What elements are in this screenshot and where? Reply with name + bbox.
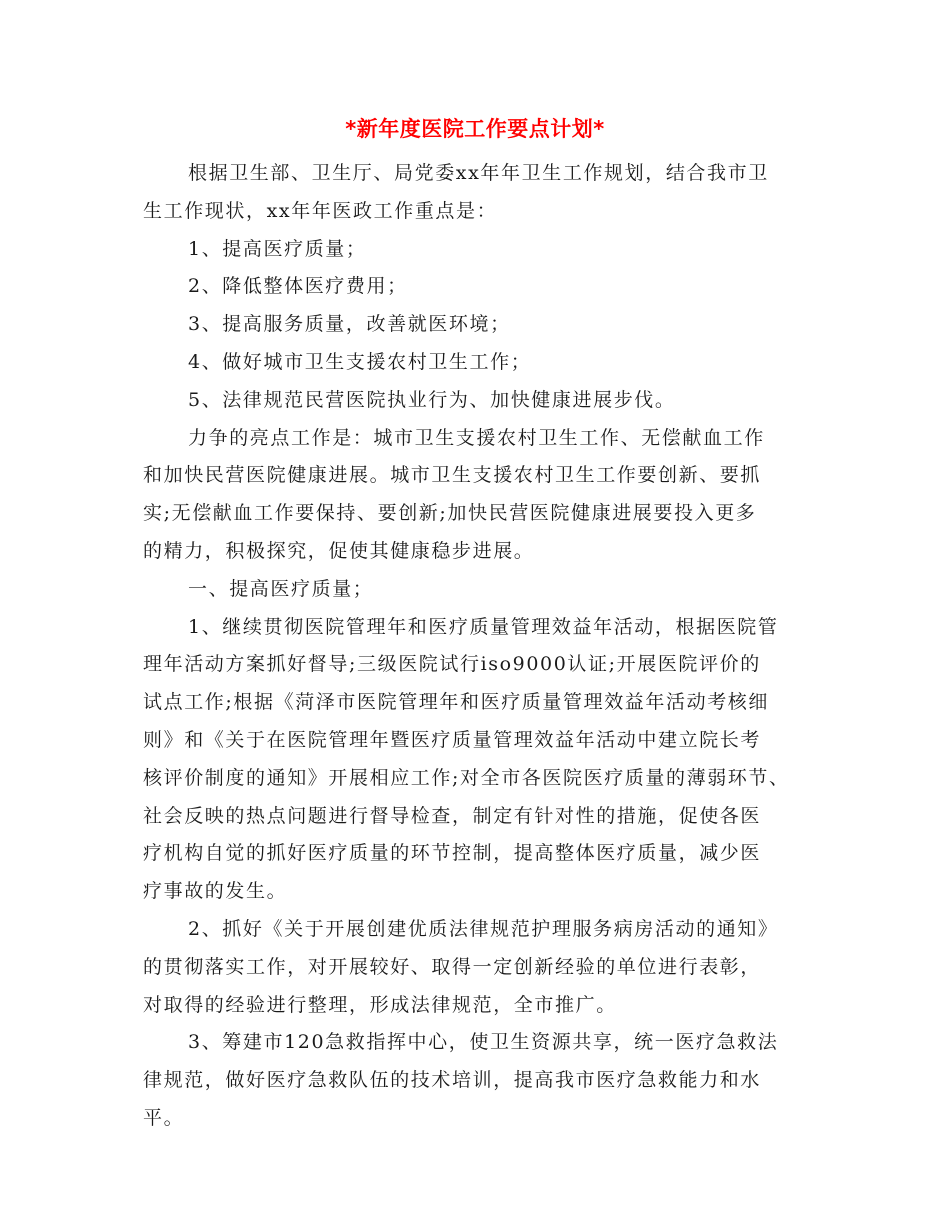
paragraph-highlights	[143, 420, 823, 571]
paragraph-line: 的精力，积极探究，促使其健康稳步进展。	[143, 539, 535, 562]
document-body	[143, 155, 823, 1138]
paragraph-line: 3、筹建市120急救指挥中心，使卫生资源共享，统一医疗急救法	[188, 1031, 779, 1054]
paragraph-line: 实;无偿献血工作要保持、要创新;加快民营医院健康进展要投入更多	[143, 502, 757, 525]
list-item	[143, 344, 823, 382]
section-heading	[143, 571, 823, 609]
paragraph-intro	[143, 155, 823, 231]
list-item	[143, 231, 823, 269]
paragraph-item-1	[143, 609, 823, 911]
paragraph-line: 律规范，做好医疗急救队伍的技术培训，提高我市医疗急救能力和水	[143, 1069, 762, 1092]
paragraph-line: 5、法律规范民营医院执业行为、加快健康进展步伐。	[188, 388, 676, 411]
paragraph-line: 疗事故的发生。	[143, 880, 288, 903]
paragraph-line: 核评价制度的通知》开展相应工作;对全市各医院医疗质量的薄弱环节、	[143, 766, 790, 789]
paragraph-line: 平。	[143, 1106, 185, 1129]
list-item	[143, 382, 823, 420]
paragraph-line: 则》和《关于在医院管理年暨医疗质量管理效益年活动中建立院长考	[143, 728, 762, 751]
paragraph-line: 1、提高医疗质量；	[188, 237, 367, 260]
paragraph-item-3	[143, 1024, 823, 1137]
paragraph-line: 1、继续贯彻医院管理年和医疗质量管理效益年活动，根据医院管	[188, 615, 779, 638]
paragraph-line: 生工作现状，xx年年医政工作重点是：	[143, 199, 498, 222]
paragraph-line: 根据卫生部、卫生厅、局党委xx年年卫生工作规划，结合我市卫	[188, 162, 769, 184]
paragraph-line: 2、降低整体医疗费用；	[188, 275, 408, 298]
paragraph-line: 4、做好城市卫生支援农村卫生工作；	[188, 350, 532, 373]
paragraph-line: 对取得的经验进行整理，形成法律规范，全市推广。	[143, 993, 617, 1016]
paragraph-line: 的贯彻落实工作，对开展较好、取得一定创新经验的单位进行表彰，	[143, 955, 762, 978]
paragraph-line: 理年活动方案抓好督导;三级医院试行iso9000认证;开展医院评价的	[143, 653, 761, 676]
paragraph-line: 社会反映的热点问题进行督导检查，制定有针对性的措施，促使各医	[143, 804, 762, 827]
paragraph-line: 3、提高服务质量，改善就医环境；	[188, 313, 511, 336]
list-item	[143, 268, 823, 306]
list-item	[143, 306, 823, 344]
paragraph-line: 试点工作;根据《菏泽市医院管理年和医疗质量管理效益年活动考核细	[143, 691, 770, 714]
paragraph-line: 和加快民营医院健康进展。城市卫生支援农村卫生工作要创新、要抓	[143, 464, 762, 487]
paragraph-line: 一、提高医疗质量；	[188, 577, 374, 600]
document-title: *新年度医院工作要点计划*	[345, 117, 605, 141]
paragraph-line: 2、抓好《关于开展创建优质法律规范护理服务病房活动的通知》	[188, 917, 779, 940]
paragraph-item-2	[143, 911, 823, 1024]
paragraph-line: 力争的亮点工作是：城市卫生支援农村卫生工作、无偿献血工作	[188, 426, 765, 449]
paragraph-line: 疗机构自觉的抓好医疗质量的环节控制，提高整体医疗质量，减少医	[143, 842, 762, 865]
